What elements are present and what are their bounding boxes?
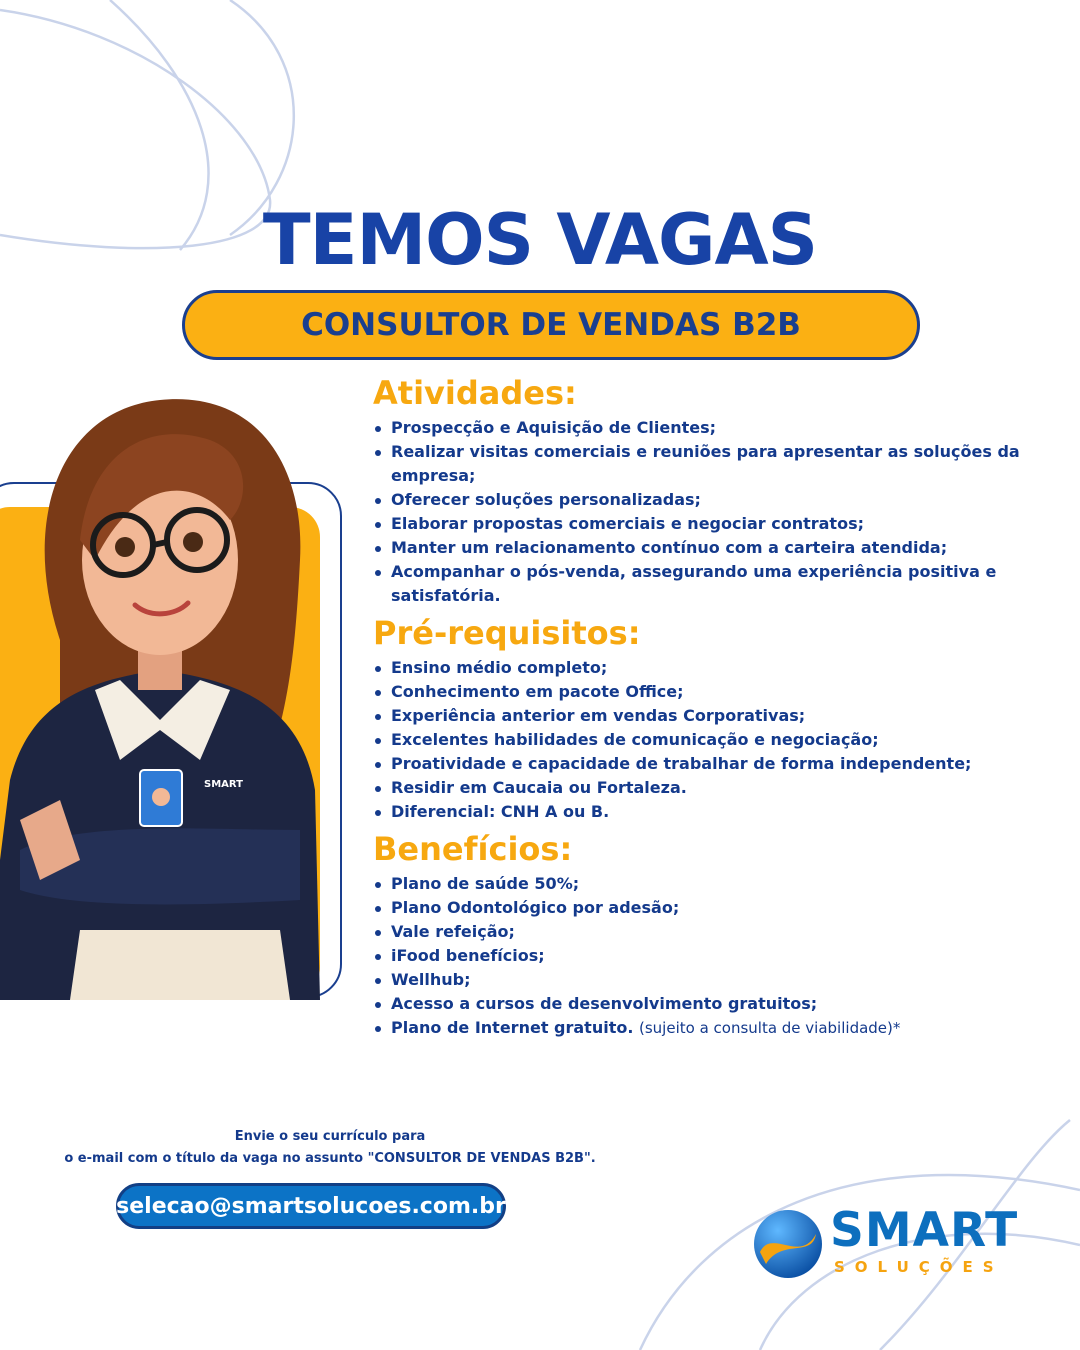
benefits-heading: Benefícios:: [373, 830, 573, 868]
list-item: Plano Odontológico por adesão;: [373, 896, 1043, 920]
list-item: Proatividade e capacidade de trabalhar de forma independente;: [373, 752, 1043, 776]
list-item: Plano de saúde 50%;: [373, 872, 1043, 896]
globe-icon: [752, 1208, 824, 1280]
list-item: Acesso a cursos de desenvolvimento gratuitos;: [373, 992, 1043, 1016]
headline: TEMOS VAGAS: [262, 199, 818, 281]
list-item: [373, 1016, 1043, 1040]
list-item: Realizar visitas comerciais e reuniões para apresentar as soluções da empresa;: [373, 440, 1043, 488]
badge-logo: SMART: [204, 779, 243, 790]
instructions-line-1: Envie o seu currículo para: [234, 1129, 426, 1144]
smart-solucoes-logo: [752, 1205, 1042, 1285]
logo-wordmark: SMART: [830, 1203, 1019, 1258]
list-item: Wellhub;: [373, 968, 1043, 992]
email-address: selecao@smartsolucoes.com.br: [116, 1193, 506, 1219]
job-title: CONSULTOR DE VENDAS B2B: [301, 307, 801, 343]
activities-list: [373, 416, 1043, 608]
list-item: Vale refeição;: [373, 920, 1043, 944]
list-item: Conhecimento em pacote Office;: [373, 680, 1043, 704]
list-item: Ensino médio completo;: [373, 656, 1043, 680]
instructions-line-2: o e-mail com o título da vaga no assunto "CONSULTOR DE VENDAS B2B".: [64, 1151, 596, 1166]
application-instructions: [40, 1126, 620, 1170]
list-item: Acompanhar o pós-venda, assegurando uma experiência positiva e satisfatória.: [373, 560, 1043, 608]
list-item: Elaborar propostas comerciais e negociar contratos;: [373, 512, 1043, 536]
list-item: Diferencial: CNH A ou B.: [373, 800, 1043, 824]
list-item: Excelentes habilidades de comunicação e negociação;: [373, 728, 1043, 752]
job-details: [373, 374, 1043, 1046]
list-item: Manter um relacionamento contínuo com a carteira atendida;: [373, 536, 1043, 560]
viability-note: (sujeito a consulta de viabilidade)*: [639, 1019, 901, 1037]
list-item-text: Plano de Internet gratuito.: [391, 1018, 634, 1037]
list-item: Prospecção e Aquisição de Clientes;: [373, 416, 1043, 440]
benefits-list: [373, 872, 1043, 1040]
email-link[interactable]: [116, 1183, 506, 1229]
logo-subtitle: SOLUÇÕES: [834, 1258, 1004, 1276]
requirements-list: [373, 656, 1043, 824]
list-item: Oferecer soluções personalizadas;: [373, 488, 1043, 512]
list-item: Experiência anterior em vendas Corporativas;: [373, 704, 1043, 728]
list-item: iFood benefícios;: [373, 944, 1043, 968]
requirements-heading: Pré-requisitos:: [373, 614, 641, 652]
list-item: Residir em Caucaia ou Fortaleza.: [373, 776, 1043, 800]
activities-heading: Atividades:: [373, 374, 577, 412]
